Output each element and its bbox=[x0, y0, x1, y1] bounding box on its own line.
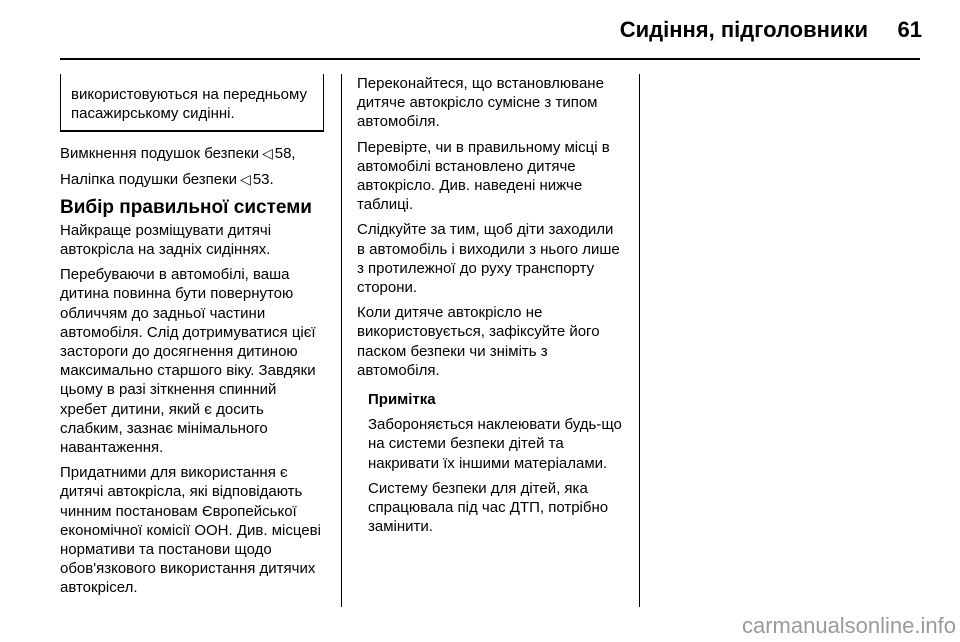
xref-label: Вимкнення подушок безпеки bbox=[60, 145, 259, 163]
note-paragraph: Забороняється наклеювати будь-що на системи безпеки дітей та накривати їх іншими матеріалами. bbox=[368, 416, 622, 472]
xref-item bbox=[60, 144, 326, 163]
page-title: Сидіння, підголовники bbox=[619, 17, 868, 42]
page-number: 61 bbox=[897, 17, 922, 42]
xref-item bbox=[60, 170, 326, 189]
body-paragraph: Придатними для використання є дитячі автокрісла, які відповідають чинним постановам Європейської економічної комісії ООН. Див. місцеві нормативи та постанови щодо обов'язкового використання дитячих автокрісел. bbox=[60, 464, 321, 597]
note-block bbox=[357, 390, 625, 536]
left-column bbox=[60, 74, 326, 604]
column-divider-right bbox=[639, 74, 640, 607]
body-paragraph: Перевірте, чи в правильному місці в автомобілі встановлено дитяче автокрісло. Див. наведені нижче таблиці. bbox=[357, 138, 610, 214]
body-paragraph: Слідкуйте за тим, щоб діти заходили в автомобіль і виходили з нього лише з протилежної до руху транспорту сторони. bbox=[357, 221, 620, 297]
right-column bbox=[357, 74, 625, 542]
note-paragraph: Систему безпеки для дітей, яка спрацювала під час ДТП, потрібно замінити. bbox=[368, 479, 609, 536]
warning-box-continued bbox=[60, 74, 324, 132]
xref-label: Наліпка подушки безпеки bbox=[60, 170, 238, 188]
body-paragraph: Коли дитяче автокрісло не використовується, зафіксуйте його паском безпеки чи зніміть з автомобіля. bbox=[357, 304, 600, 379]
header-rule bbox=[60, 58, 920, 60]
body-paragraph: Перебуваючи в автомобілі, ваша дитина повинна бути повернутою обличчям до задньої частини автомобіля. Слід дотримуватися цієї застороги до досягнення дитиною максимально старшого віку. Завдяки цьому в разі зіткнення спинний хребет дитини, який є досить слабким, зазнає мінімального навантаження. bbox=[60, 266, 316, 457]
cross-references bbox=[60, 144, 326, 188]
xref-page[interactable]: 58, bbox=[274, 145, 296, 163]
body-paragraph: Найкраще розміщувати дитячі автокрісла на задніх сидіннях. bbox=[60, 221, 272, 259]
reference-arrow-icon: ◁ bbox=[261, 145, 273, 162]
section-heading: Вибір правильної системи bbox=[60, 196, 312, 218]
watermark: carmanualsonline.info bbox=[741, 613, 956, 638]
note-title: Примітка bbox=[368, 391, 436, 409]
column-divider-left bbox=[341, 74, 342, 607]
body-paragraph: Переконайтеся, що встановлюване дитяче автокрісло сумісне з типом автомобіля. bbox=[357, 75, 604, 131]
reference-arrow-icon: ◁ bbox=[240, 170, 251, 187]
warning-text: використовуються на передньому пасажирському сидінні. bbox=[71, 86, 308, 123]
xref-page[interactable]: 53. bbox=[252, 170, 274, 188]
